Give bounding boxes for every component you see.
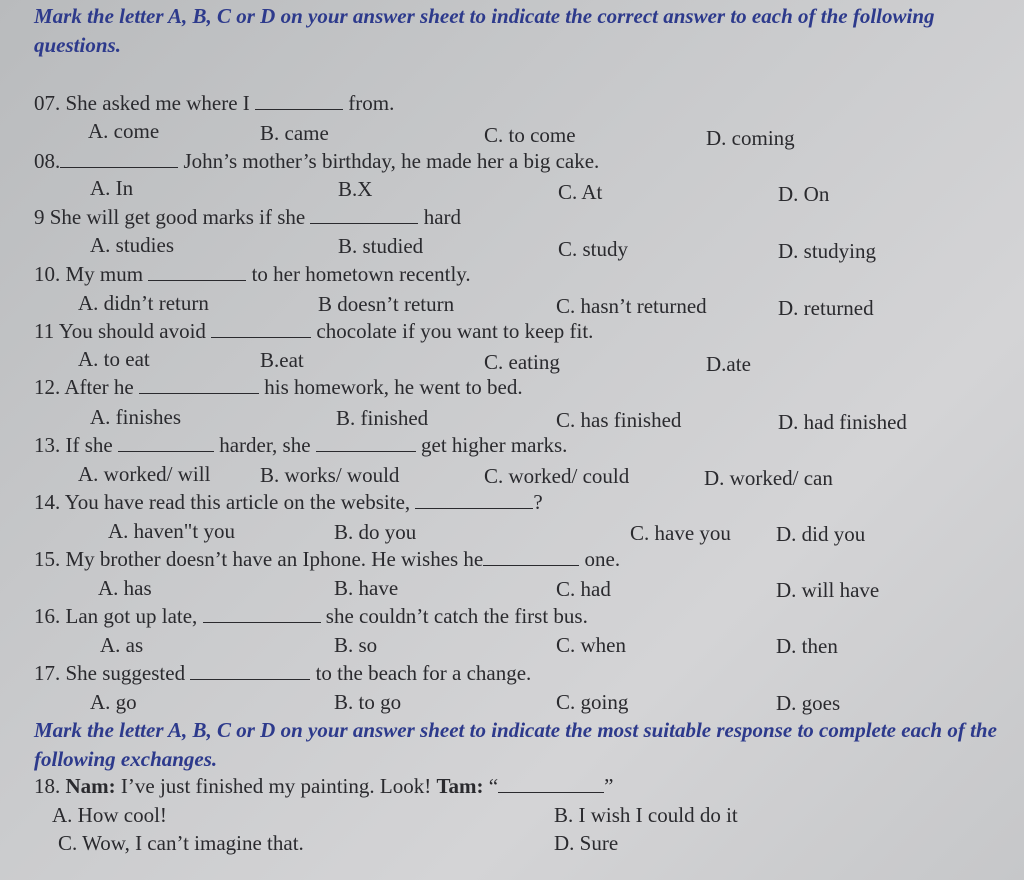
q09-option-b[interactable]: B. studied: [338, 234, 424, 258]
q13-option-b[interactable]: B. works/ would: [260, 463, 400, 487]
q09-option-c[interactable]: C. study: [558, 237, 629, 261]
q08-option-b[interactable]: B.X: [338, 177, 373, 201]
q07-option-b[interactable]: B. came: [260, 121, 329, 145]
q18-option-b[interactable]: B. I wish I could do it: [554, 803, 738, 827]
question-13: 13. If she harder, she get higher marks.: [34, 433, 568, 457]
answer-blank[interactable]: [310, 205, 418, 224]
q13-option-a[interactable]: A. worked/ will: [78, 462, 211, 486]
q13-option-d[interactable]: D. worked/ can: [704, 466, 833, 490]
q10-option-d[interactable]: D. returned: [778, 296, 874, 320]
q15-option-a[interactable]: A. has: [98, 576, 152, 600]
q10-option-b[interactable]: B doesn’t return: [318, 292, 455, 316]
q15-option-d[interactable]: D. will have: [776, 578, 880, 602]
question-09: 9 She will get good marks if she hard: [34, 205, 462, 229]
q16-option-c[interactable]: C. when: [556, 633, 626, 657]
q14-option-b[interactable]: B. do you: [334, 520, 417, 544]
instructions-top: Mark the letter A, B, C or D on your answer sheet to indicate the correct answer to each of the following questions.: [34, 4, 935, 57]
q12-option-a[interactable]: A. finishes: [90, 405, 181, 429]
question-18: 18. Nam: I’ve just finished my painting. Look! Tam: “ ”: [34, 774, 614, 798]
question-14: 14. You have read this article on the website, ?: [34, 490, 543, 514]
q11-option-a[interactable]: A. to eat: [78, 347, 150, 371]
q11-option-c[interactable]: C. eating: [484, 350, 560, 374]
q11-option-b[interactable]: B.eat: [260, 348, 304, 372]
q10-option-a[interactable]: A. didn’t return: [78, 291, 209, 315]
q11-option-d[interactable]: D.ate: [706, 352, 751, 376]
q18-option-c[interactable]: C. Wow, I can’t imagine that.: [58, 831, 304, 855]
q08-option-d[interactable]: D. On: [778, 182, 830, 206]
q14-option-c[interactable]: C. have you: [630, 521, 731, 545]
q15-option-b[interactable]: B. have: [334, 576, 399, 600]
answer-blank[interactable]: [148, 262, 246, 281]
q09-option-d[interactable]: D. studying: [778, 239, 877, 263]
answer-blank-2[interactable]: [316, 433, 416, 452]
instructions-bottom: Mark the letter A, B, C or D on your answer sheet to indicate the most suitable response to complete each of the following exchanges.: [34, 718, 997, 771]
question-10: 10. My mum to her hometown recently.: [34, 262, 471, 286]
answer-blank[interactable]: [498, 774, 604, 793]
q17-option-a[interactable]: A. go: [90, 690, 137, 714]
answer-blank[interactable]: [139, 375, 259, 394]
question-17: 17. She suggested to the beach for a change.: [34, 661, 532, 685]
answer-blank[interactable]: [190, 661, 310, 680]
q12-option-d[interactable]: D. had finished: [778, 410, 907, 434]
question-08: 08. John’s mother’s birthday, he made her a big cake.: [34, 149, 600, 173]
q14-option-d[interactable]: D. did you: [776, 522, 866, 546]
question-16: 16. Lan got up late, she couldn’t catch the first bus.: [34, 604, 588, 628]
question-12: 12. After he his homework, he went to bed.: [34, 375, 523, 399]
q18-option-d[interactable]: D. Sure: [554, 831, 619, 855]
question-11: 11 You should avoid chocolate if you want to keep fit.: [34, 319, 594, 343]
q07-option-a[interactable]: A. come: [88, 119, 160, 143]
q08-option-a[interactable]: A. In: [90, 176, 134, 200]
answer-blank[interactable]: [211, 319, 311, 338]
q17-option-b[interactable]: B. to go: [334, 690, 402, 714]
q08-option-c[interactable]: C. At: [558, 180, 603, 204]
answer-blank[interactable]: [255, 91, 343, 110]
q15-option-c[interactable]: C. had: [556, 577, 611, 601]
q14-option-a[interactable]: A. haven"t you: [108, 519, 235, 543]
q17-option-d[interactable]: D. goes: [776, 691, 841, 715]
answer-blank-1[interactable]: [118, 433, 214, 452]
answer-blank[interactable]: [415, 490, 533, 509]
question-07: 07. She asked me where I from.: [34, 91, 395, 115]
q16-option-a[interactable]: A. as: [100, 633, 144, 657]
q12-option-b[interactable]: B. finished: [336, 406, 429, 430]
answer-blank[interactable]: [483, 547, 579, 566]
q12-option-c[interactable]: C. has finished: [556, 408, 682, 432]
q16-option-d[interactable]: D. then: [776, 634, 838, 658]
q07-option-c[interactable]: C. to come: [484, 123, 576, 147]
q09-option-a[interactable]: A. studies: [90, 233, 174, 257]
q07-option-d[interactable]: D. coming: [706, 126, 795, 150]
q18-option-a[interactable]: A. How cool!: [52, 803, 167, 827]
answer-blank[interactable]: [203, 604, 321, 623]
answer-blank[interactable]: [60, 149, 178, 168]
q16-option-b[interactable]: B. so: [334, 633, 378, 657]
q10-option-c[interactable]: C. hasn’t returned: [556, 294, 707, 318]
q13-option-c[interactable]: C. worked/ could: [484, 464, 630, 488]
q17-option-c[interactable]: C. going: [556, 690, 629, 714]
question-15: 15. My brother doesn’t have an Iphone. He wishes he one.: [34, 547, 621, 571]
